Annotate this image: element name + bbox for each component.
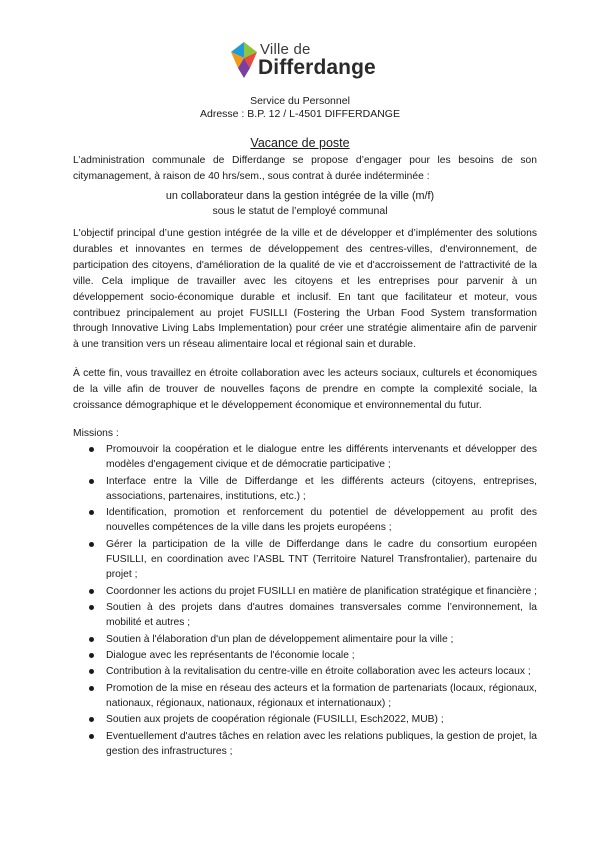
mission-item	[91, 505, 537, 535]
mission-text: Promotion de la mise en réseau des acteurs et la formation de partenariats (locaux, régionaux, nationaux, régionaux, nationaux, régionaux et internationaux) ;	[106, 682, 537, 709]
service-address: Adresse : B.P. 12 / L-4501 DIFFERDANGE	[200, 108, 400, 120]
logo-text-line1: Ville de	[260, 41, 311, 58]
missions-list	[91, 442, 537, 760]
mission-item	[91, 474, 537, 504]
mission-item	[91, 442, 537, 472]
objective-paragraph: L'objectif principal d’une gestion intégrée de la ville et de développer et d’implémenter des solutions durables et innovantes en termes de développement des centres-villes, d'environnement, de participation des citoyens, d'amélioration de la qualité de vie et d'accroissement de l'attractivité de la ville. Cela implique de travailler avec les citoyens et les entreprises pour parvenir à un développement socio-économique durable et inclusif. En tant que facilitateur et moteur, vous contribuez principalement au projet FUSILLI (Fostering the Urban Food System transformation through Innovative Living Labs Implementation) pour créer une stratégie alimentaire afin de parvenir à une transition vers un réseau alimentaire local et régional sain et durable.	[73, 228, 537, 351]
logo-text-line2: Differdange	[258, 56, 376, 79]
page-title: Vacance de poste	[250, 136, 350, 150]
mission-text: Soutien à des projets dans d'autres domaines transversales comme l’environnement, la mobilité et autres ;	[106, 601, 537, 629]
mission-text: Dialogue avec les représentants de l'économie locale ;	[106, 649, 355, 661]
bullet-icon	[89, 605, 94, 610]
logo-mark-icon	[229, 40, 259, 80]
bullet-icon	[89, 637, 94, 642]
bullet-icon	[89, 717, 94, 722]
mission-text: Identification, promotion et renforcement du potentiel de développement au profit des nouvelles compétences de la ville dans les projets européens ;	[106, 507, 537, 534]
bullet-icon	[89, 653, 94, 658]
bullet-icon	[89, 447, 94, 452]
missions-label: Missions :	[73, 428, 119, 439]
bullet-icon	[89, 734, 94, 739]
mission-item	[91, 537, 537, 583]
mission-text: Soutien à l'élaboration d'un plan de développement alimentaire pour la ville ;	[106, 633, 454, 645]
bullet-icon	[89, 589, 94, 594]
position-title: un collaborateur dans la gestion intégrée de la ville (m/f)	[165, 190, 435, 202]
service-block	[0, 95, 600, 121]
bullet-icon	[89, 669, 94, 674]
mission-text: Promouvoir la coopération et le dialogue entre les différents intervenants et développer des modèles d'engagement civique et de démocratie participative ;	[106, 444, 537, 471]
collaboration-paragraph: À cette fin, vous travaillez en étroite collaboration avec les acteurs sociaux, culturels et économiques de la ville afin de trouver de nouvelles façons de prendre en compte la complexité sociale, la croissance démographique et le développement économique et environnemental du futur.	[73, 368, 537, 411]
bullet-icon	[89, 686, 94, 691]
bullet-icon	[89, 479, 94, 484]
mission-item	[91, 648, 537, 663]
bullet-icon	[89, 542, 94, 547]
bullet-icon	[89, 510, 94, 515]
mission-item	[91, 681, 537, 711]
mission-text: Contribution à la revitalisation du centre-ville en étroite collaboration avec les acteurs locaux ;	[106, 666, 531, 678]
mission-item	[91, 712, 537, 727]
mission-text: Interface entre la Ville de Differdange et les différents acteurs (citoyens, entreprises, associations, partenaires, institutions, etc.) ;	[106, 475, 537, 502]
mission-text: Gérer la participation de la ville de Differdange dans le cadre du consortium européen FUSILLI, en coordination avec l’ASBL TNT (Territoire Naturel Transfrontalier), partenaire du projet ;	[106, 538, 537, 581]
mission-item	[91, 664, 537, 679]
intro-paragraph: L’administration communale de Differdange se propose d’engager pour les besoins de son citymanagement, à raison de 40 hrs/sem., sous contrat à durée indéterminée :	[73, 155, 537, 182]
mission-item	[91, 729, 537, 759]
mission-item	[91, 584, 537, 599]
city-logo	[229, 38, 379, 86]
service-name: Service du Personnel	[250, 95, 350, 107]
mission-text: Coordonner les actions du projet FUSILLI en matière de planification stratégique et financière ;	[106, 585, 538, 597]
mission-text: Soutien aux projets de coopération régionale (FUSILLI, Esch2022, MUB) ;	[106, 714, 444, 726]
mission-item	[91, 600, 537, 630]
mission-item	[91, 632, 537, 647]
position-status: sous le statut de l’employé communal	[212, 205, 388, 217]
mission-text: Eventuellement d'autres tâches en relation avec les relations publiques, la gestion de projet, la gestion des infrastructures ;	[106, 730, 537, 757]
